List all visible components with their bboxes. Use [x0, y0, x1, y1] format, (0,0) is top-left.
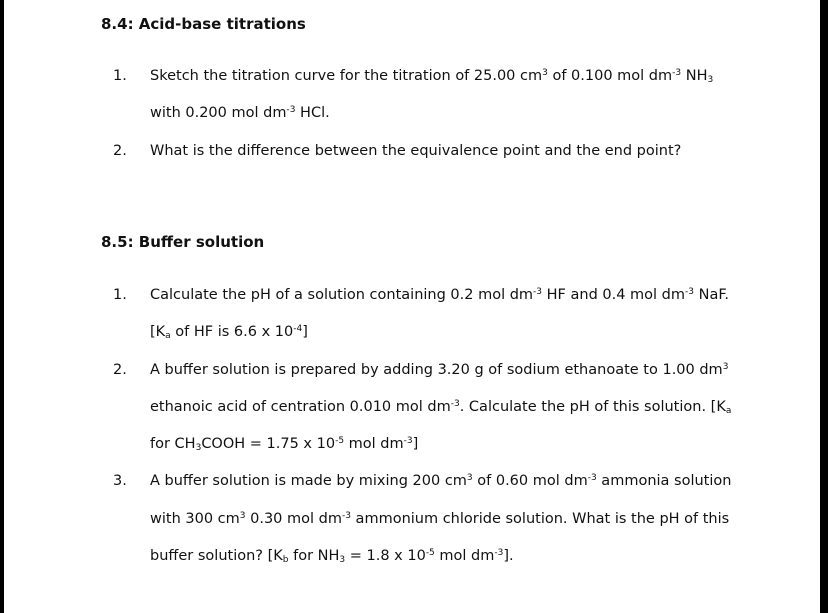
question-number: 2. — [113, 362, 127, 378]
section-8-4-heading: 8.4: Acid-base titrations — [101, 15, 306, 33]
question-number: 1. — [113, 68, 127, 84]
question-text-line: buffer solution? [$K_b$ for $NH_3 = 1.8$ x $10^{-5}$ mol $dm^{-3}$]. — [150, 548, 514, 565]
question-text-line: for $CH_3COOH = 1.75$ x $10^{-5}$ mol $dm^{-3}$] — [150, 436, 419, 453]
question-text-line: ethanoic acid of centration 0.010 mol $dm^{-3}$. Calculate the pH of this solution. [$K_a$ — [150, 399, 732, 416]
question-text-line: What is the difference between the equivalence point and the end point? — [150, 143, 682, 159]
question-text-line: Calculate the pH of a solution containing 0.2 mol $dm^{-3}$ HF and 0.4 mol $dm^{-3}$ NaF. — [150, 287, 729, 303]
question-text-line: with 300 $cm^3$ 0.30 mol $dm^{-3}$ ammonium chloride solution. What is the pH of this — [150, 511, 730, 527]
question-text-line: Sketch the titration curve for the titration of 25.00 $cm^3$ of 0.100 mol $dm^{-3}$ $NH_3$ — [150, 68, 714, 85]
question-text-line: A buffer solution is prepared by adding 3.20 g of sodium ethanoate to 1.00 $dm^3$ — [150, 362, 729, 378]
question-number: 3. — [113, 473, 127, 489]
section-8-5-heading: 8.5: Buffer solution — [101, 233, 265, 251]
question-text-line: A buffer solution is made by mixing 200 $cm^3$ of 0.60 mol $dm^{-3}$ ammonia solution — [150, 473, 732, 489]
question-text-line: with 0.200 mol $dm^{-3}$ HCl. — [150, 105, 330, 121]
document-page — [4, 0, 820, 613]
question-text-line: [$K_a$ of HF is 6.6 x $10^{-4}$] — [150, 324, 308, 341]
question-number: 1. — [113, 287, 127, 303]
question-number: 2. — [113, 143, 127, 159]
